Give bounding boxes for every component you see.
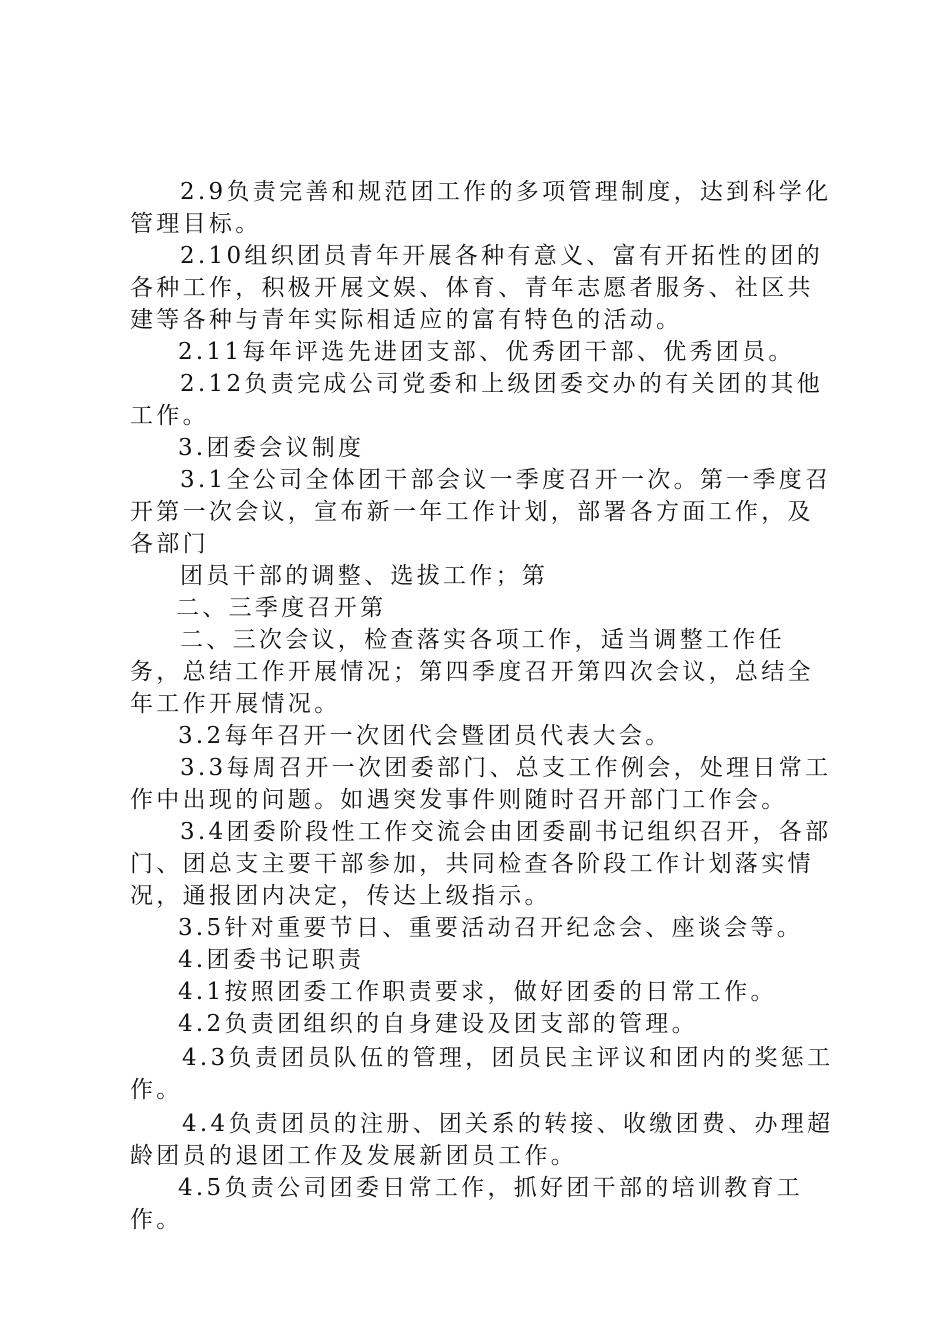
paragraph-3-1-cont-b: 二、三季度召开第 [176,595,387,621]
paragraph-2-9: 2.9负责完善和规范团工作的多项管理制度，达到科学化管理目标。 [130,179,832,237]
paragraph-4-3: 4.3负责团员队伍的管理，团员民主评议和团内的奖惩工作。 [130,1045,834,1103]
document-body [130,176,835,1236]
paragraph-4-2: 4.2负责团组织的自身建设及团支部的管理。 [178,1011,698,1037]
paragraph-2-10: 2.10组织团员青年开展各种有意义、富有开拓性的团的各种工作，积极开展文娱、体育、青年志愿者服务、社区共建等各种与青年实际相适应的富有特色的活动。 [130,243,824,333]
paragraph-2-11: 2.11每年评选先进团支部、优秀团干部、优秀团员。 [178,339,795,365]
section-heading-4: 4.团委书记职责 [178,947,365,973]
paragraph-3-1-cont-a: 团员干部的调整、选拔工作；第 [180,563,549,589]
paragraph-4-4: 4.4负责团员的注册、团关系的转接、收缴团费、办理超龄团员的退团工作及发展新团员工作。 [130,1111,834,1169]
paragraph-3-3: 3.3每周召开一次团委部门、总支工作例会，处理日常工作中出现的问题。如遇突发事件则随时召开部门工作会。 [130,755,832,813]
paragraph-4-1: 4.1按照团委工作职责要求，做好团委的日常工作。 [178,979,777,1005]
paragraph-3-1: 3.1全公司全体团干部会议一季度召开一次。第一季度召开第一次会议，宣布新一年工作计划，部署各方面工作，及各部门 [130,467,832,557]
paragraph-3-2: 3.2每年召开一次团代会暨团员代表大会。 [178,723,672,749]
paragraph-2-12: 2.12负责完成公司党委和上级团委交办的有关团的其他工作。 [130,371,824,429]
section-heading-3: 3.团委会议制度 [178,435,365,461]
paragraph-3-1-cont-c: 二、三次会议，检查落实各项工作，适当调整工作任务，总结工作开展情况；第四季度召开第四次会议，总结全年工作开展情况。 [130,627,814,717]
paragraph-3-5: 3.5针对重要节日、重要活动召开纪念会、座谈会等。 [178,915,804,941]
paragraph-3-4: 3.4团委阶段性工作交流会由团委副书记组织召开，各部门、团总支主要干部参加，共同检查各阶段工作计划落实情况，通报团内决定，传达上级指示。 [130,819,832,909]
paragraph-4-5: 4.5负责公司团委日常工作，抓好团干部的培训教育工作。 [130,1175,804,1233]
